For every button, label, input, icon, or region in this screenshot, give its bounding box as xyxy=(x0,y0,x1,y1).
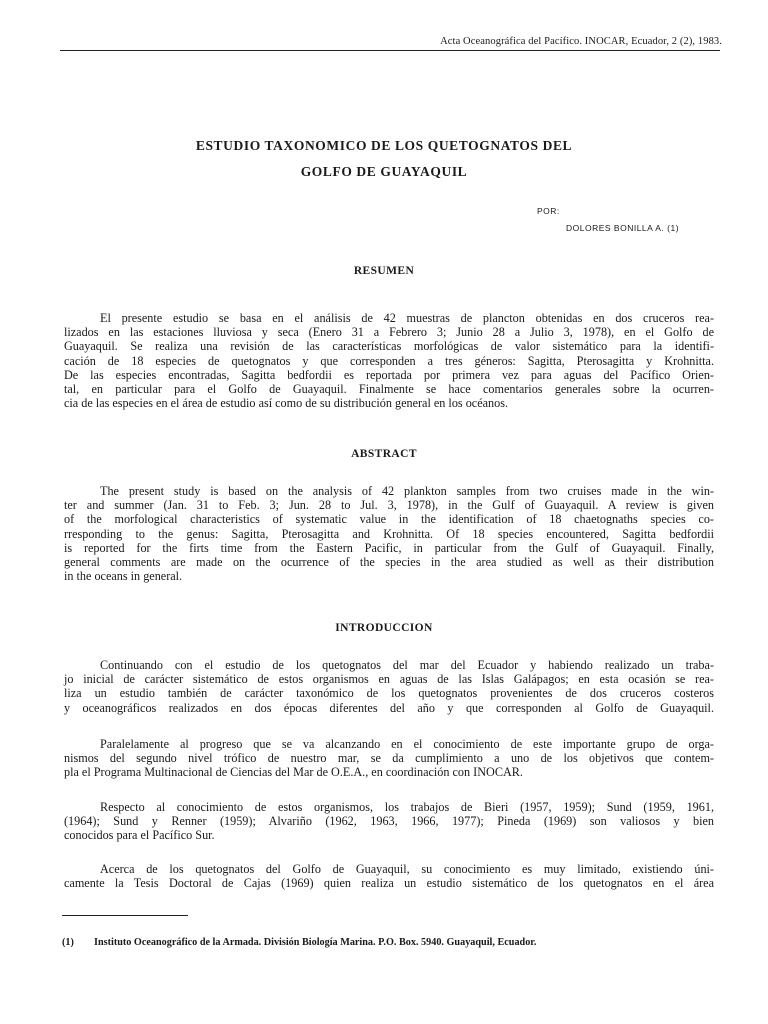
text-line: Paralelamente al progreso que se va alcanzando en el conocimiento de este importante grupo de orga- xyxy=(100,737,714,751)
text-line: The present study is based on the analysis of 42 plankton samples from two cruises made in the win- xyxy=(100,484,714,498)
paper-title-line-2: GOLFO DE GUAYAQUIL xyxy=(300,164,468,179)
text-line: cación de 18 especies de quetognatos y que corresponden a tres géneros: Sagitta, Pterosagitta y Krohnitta. xyxy=(64,353,714,368)
intro-paragraph-3 xyxy=(64,800,714,843)
text-line: in the oceans in general. xyxy=(64,569,183,584)
text-line: Continuando con el estudio de los quetognatos del mar del Ecuador y habiendo realizado un traba- xyxy=(100,658,714,672)
resumen-paragraph xyxy=(64,311,714,410)
text-line: liza un estudio también de carácter taxonómico de los quetognatos provenientes de dos cruceros costeros xyxy=(64,686,714,701)
intro-paragraph-4 xyxy=(64,862,714,890)
text-line: pla el Programa Multinacional de Ciencias del Mar de O.E.A., en coordinación con INOCAR. xyxy=(64,765,523,780)
author-name: DOLORES BONILLA A. (1) xyxy=(566,223,680,233)
text-line: (1964); Sund y Renner (1959); Alvariño (1962, 1963, 1966, 1977); Pineda (1969) son valiosos y bien xyxy=(64,814,714,829)
text-line: cia de las especies en el área de estudio así como de su distribución general en los océanos. xyxy=(64,396,509,411)
text-line: Acerca de los quetognatos del Golfo de Guayaquil, su conocimiento es muy limitado, existiendo úni- xyxy=(100,862,714,876)
text-line: Guayaquil. Se realiza una revisión de las características morfológicas de valor sistemático para la identifi- xyxy=(64,339,714,354)
header-rule xyxy=(60,50,720,51)
text-line: Respecto al conocimiento de estos organismos, los trabajos de Bieri (1957, 1959); Sund (1959, 1961, xyxy=(100,800,714,814)
resumen-heading: RESUMEN xyxy=(353,265,415,277)
text-line: conocidos para el Pacífico Sur. xyxy=(64,828,215,843)
text-line: general comments are made on the ocurrence of the species in the area studied as well as their distribution xyxy=(64,555,714,570)
footnote-rule xyxy=(62,915,188,916)
text-line: y oceanográficos realizados en dos épocas diferentes del año y que corresponden al Golfo de Guayaquil. xyxy=(64,700,714,715)
text-line: rresponding to the genus: Sagitta, Pterosagitta and Krohnitta. Of 18 species encountered, Sagitta bedfordii xyxy=(64,526,714,541)
text-line: camente la Tesis Doctoral de Cajas (1969) quien realiza un estudio sistemático de los quetognatos en el área xyxy=(64,876,714,891)
text-line: De las especies encontradas, Sagitta bedfordii es reportada por primera vez para aguas del Pacífico Orien- xyxy=(64,367,714,382)
text-line: is reported for the firts time from the Eastern Pacific, in particular from the Gulf of Guayaquil. Finally, xyxy=(64,540,714,555)
introduccion-heading: INTRODUCCION xyxy=(335,622,433,634)
footnote-number: (1) xyxy=(62,937,74,948)
footnote-text: Instituto Oceanográfico de la Armada. División Biología Marina. P.O. Box. 5940. Guayaquil, Ecuador. xyxy=(94,937,537,948)
journal-citation: Acta Oceanográfica del Pacífico. INOCAR, Ecuador, 2 (2), 1983. xyxy=(440,36,722,47)
abstract-heading: ABSTRACT xyxy=(351,448,417,460)
text-line: ter and summer (Jan. 31 to Feb. 3; Jun. 28 to Jul. 3, 1978), in the Gulf of Guayaquil. A review is given xyxy=(64,498,714,513)
text-line: tal, en particular para el Golfo de Guayaquil. Finalmente se hace comentarios generales sobre la ocurren- xyxy=(64,382,714,397)
abstract-paragraph xyxy=(64,484,714,583)
intro-paragraph-2 xyxy=(64,737,714,780)
text-line: nismos del segundo nivel trófico de nuestro mar, se da cumplimiento a uno de los objetivos que contem- xyxy=(64,751,714,766)
text-line: El presente estudio se basa en el análisis de 42 muestras de plancton obtenidas en dos cruceros rea- xyxy=(100,311,714,325)
text-line: lizados en las estaciones lluviosa y seca (Enero 31 a Febrero 3; Junio 28 a Julio 3, 1978), en el Golfo de xyxy=(64,325,714,340)
footnote xyxy=(62,937,722,948)
paper-title-line-1: ESTUDIO TAXONOMICO DE LOS QUETOGNATOS DEL xyxy=(195,138,573,153)
byline-label: POR: xyxy=(537,206,560,216)
text-line: jo inicial de carácter sistemático de estos organismos en aguas de las Islas Galápagos; en esta ocasión se rea- xyxy=(64,672,714,687)
intro-paragraph-1 xyxy=(64,658,714,715)
text-line: of the morfological characteristics of systematic value in the identification of 18 chaetognaths species co- xyxy=(64,512,714,527)
